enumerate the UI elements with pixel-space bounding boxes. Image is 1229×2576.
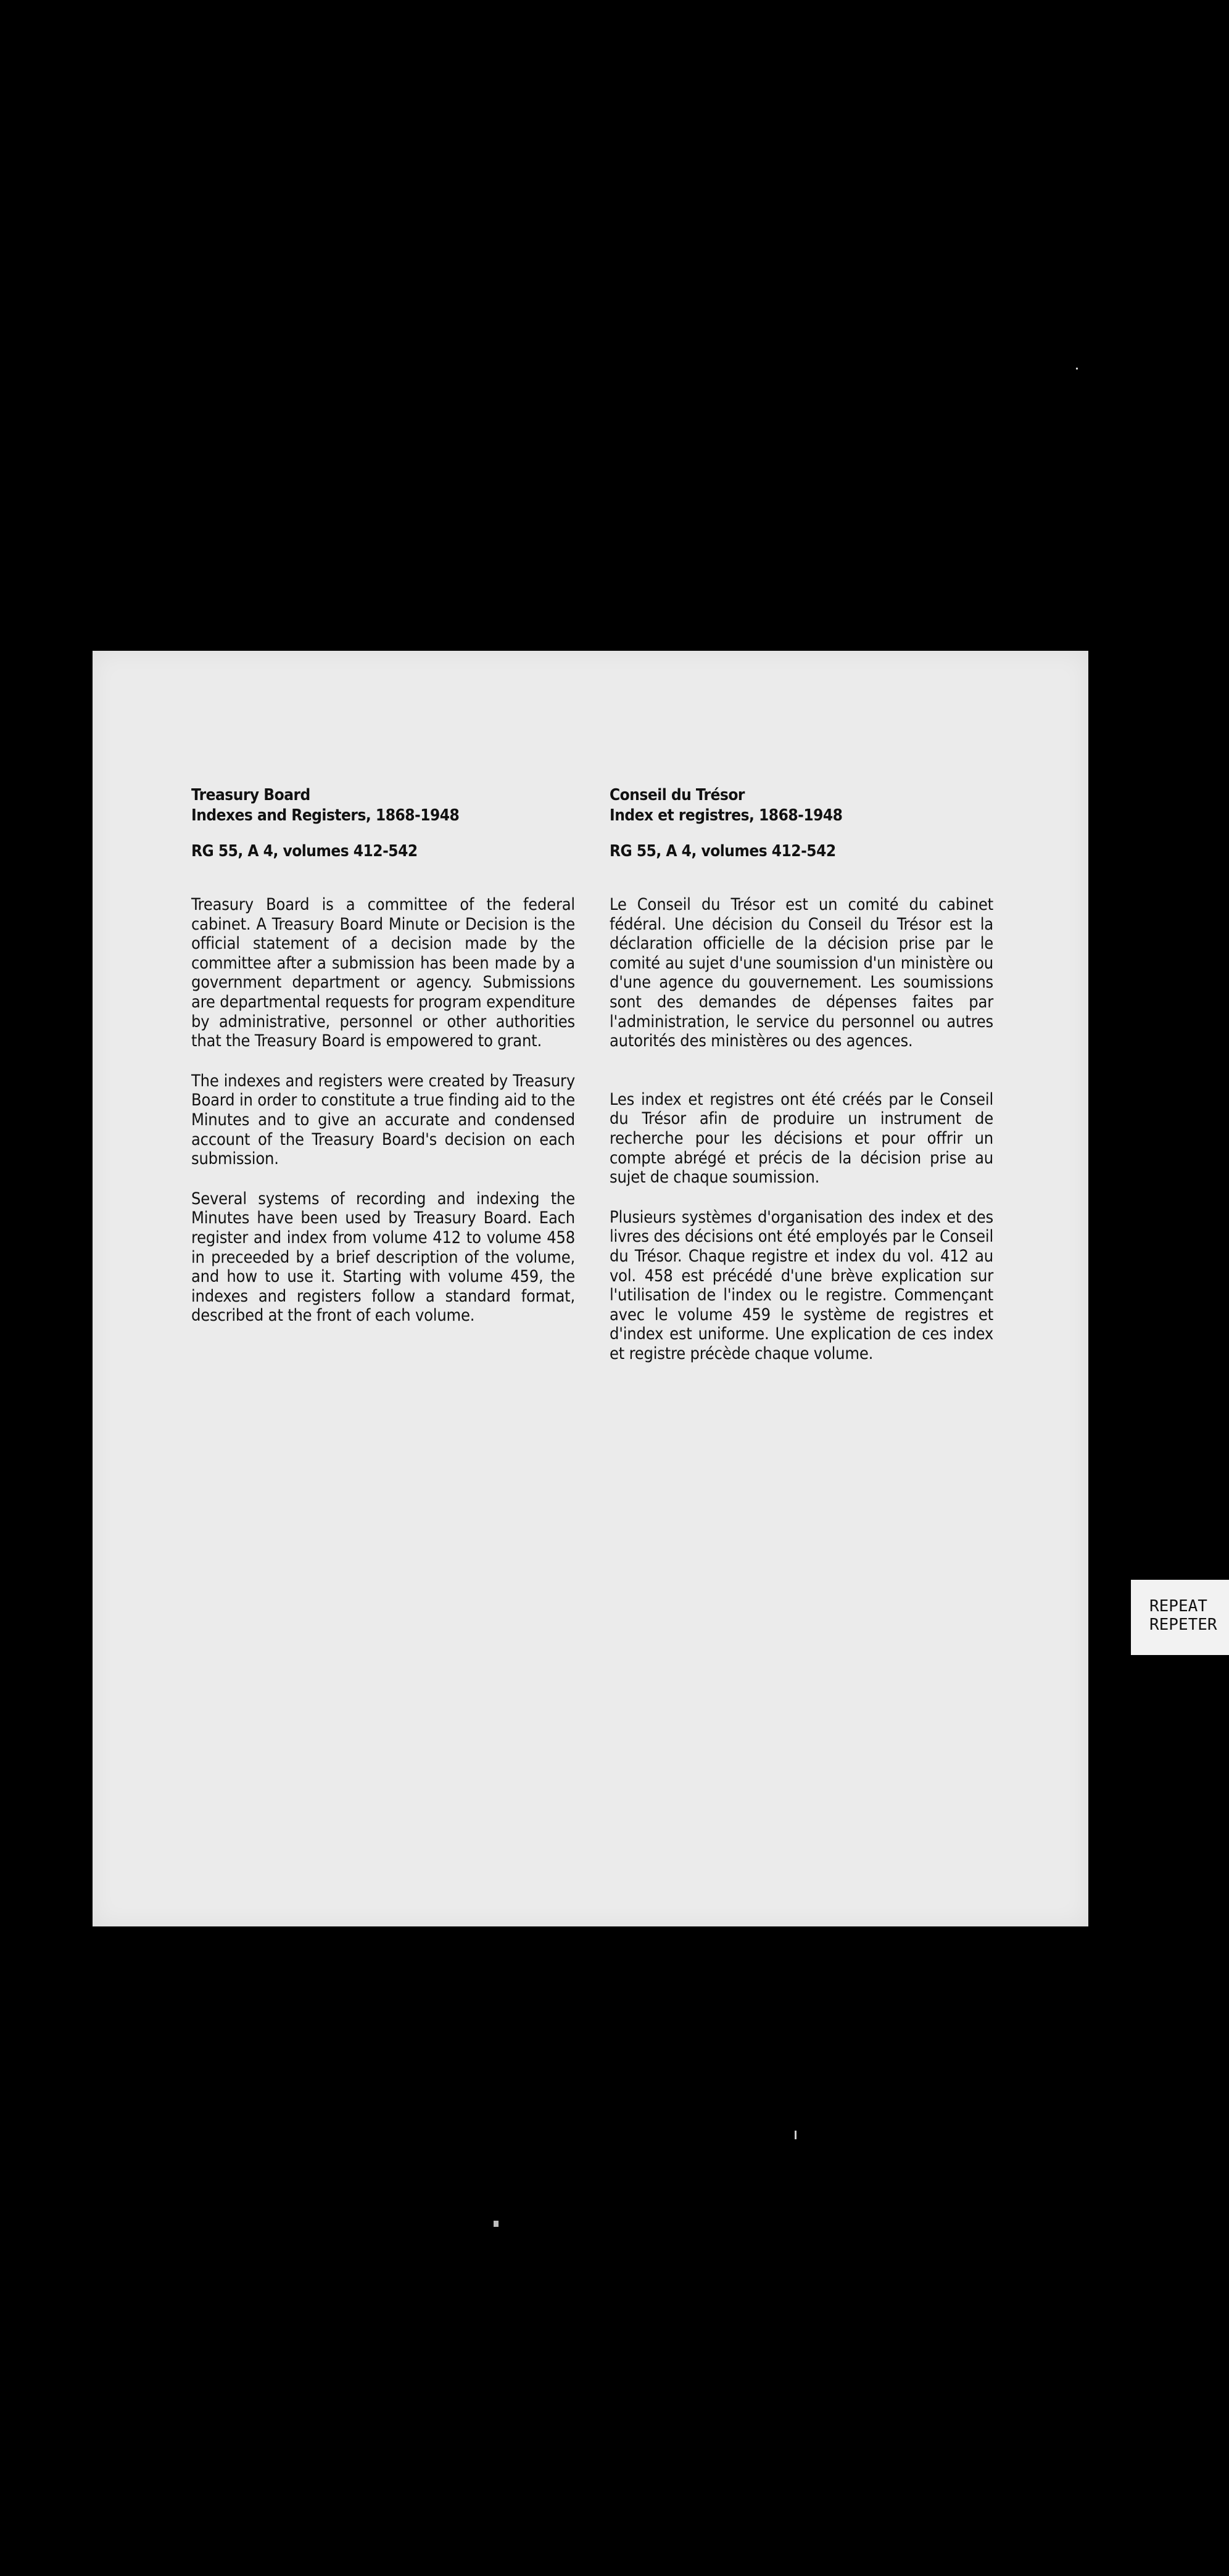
french-paragraph-3: Plusieurs systèmes d'organisation des index et des livres des décisions ont été employés par le Conseil du Trésor. Chaque registre et index du vol. 412 au vol. 458 est précédé d'une brève explication sur l'utilisation de l'index ou le registre. Commençant avec le volume 459 le système de registres et d'index est uniforme. Une explication de ces index et registre précède chaque volume. xyxy=(610,1207,993,1363)
english-paragraph-2: The indexes and registers were created by Treasury Board in order to constitute a true finding aid to the Minutes and to give an accurate and condensed account of the Treasury Board's decision on each submission. xyxy=(191,1071,575,1169)
french-paragraph-2: Les index et registres ont été créés par le Conseil du Trésor afin de produire un instrument de recherche pour les décisions et pour offrir un compte abrégé et précis de la décision prise au sujet de chaque soumission. xyxy=(610,1089,993,1187)
french-column xyxy=(610,785,993,1363)
english-title: Treasury Board xyxy=(191,786,310,804)
french-paragraph-1: Le Conseil du Trésor est un comité du cabinet fédéral. Une décision du Conseil du Trésor est la déclaration officielle de la décision prise par le comité au sujet d'une soumission d'un ministère ou d'une agence du gouvernement. Les soumissions sont des demandes de dépenses faites par l'administration, le service du personnel ou autres autorités des ministères ou des agences. xyxy=(610,895,993,1051)
english-heading xyxy=(191,785,575,826)
french-title: Conseil du Trésor xyxy=(610,786,745,804)
film-speck xyxy=(494,2221,499,2227)
repeat-tag-line-1: REPEAT xyxy=(1149,1597,1207,1616)
film-speck xyxy=(1076,368,1078,369)
english-reference: RG 55, A 4, volumes 412-542 xyxy=(191,842,418,861)
english-subtitle: Indexes and Registers, 1868-1948 xyxy=(191,806,460,825)
document-page xyxy=(93,651,1088,1926)
french-reference: RG 55, A 4, volumes 412-542 xyxy=(610,842,836,861)
english-column xyxy=(191,785,575,1326)
english-paragraph-3: Several systems of recording and indexing the Minutes have been used by Treasury Board. Each register and index from volume 412 to volume 458 in preceeded by a brief description of the volume, and how to use it. Starting with volume 459, the indexes and registers follow a standard format, described at the front of each volume. xyxy=(191,1189,575,1326)
french-heading xyxy=(610,785,993,826)
repeat-tag-line-2: REPETER xyxy=(1149,1616,1217,1634)
film-speck xyxy=(795,2131,797,2139)
english-paragraph-1: Treasury Board is a committee of the federal cabinet. A Treasury Board Minute or Decision is the official statement of a decision made by the committee after a submission has been made by a government department or agency. Submissions are departmental requests for program expenditure by administrative, personnel or other authorities that the Treasury Board is empowered to grant. xyxy=(191,895,575,1051)
french-subtitle: Index et registres, 1868-1948 xyxy=(610,806,843,825)
repeat-tag xyxy=(1131,1580,1229,1655)
